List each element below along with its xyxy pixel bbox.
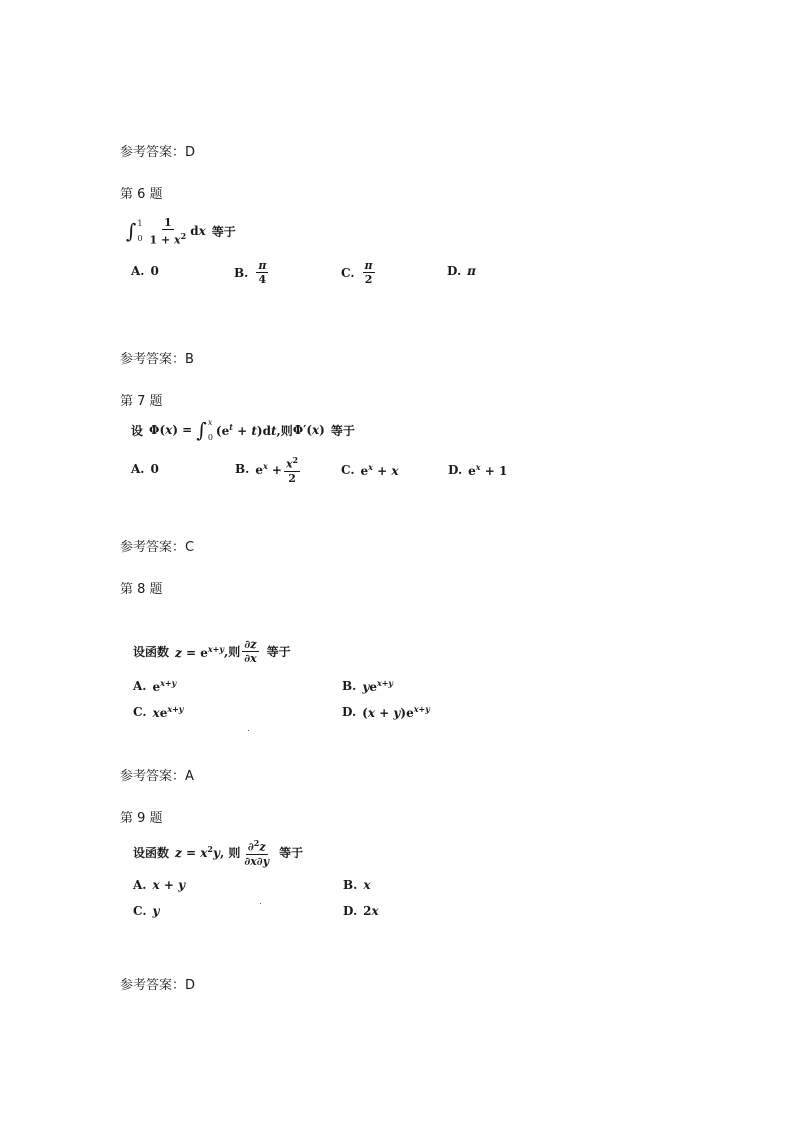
option-b[interactable]: B. $ye^{x+y}$ — [342, 678, 394, 694]
option-a[interactable]: A. 0 — [131, 264, 159, 278]
option-b[interactable]: B. $e^x$ + $\frac{x^2}{2}$ — [235, 455, 299, 485]
question-8-stem: 设函数 $z = e^{x+y}$ ,则 $\frac{\partial z}{\partial x}$ 等于 — [133, 638, 291, 665]
question-8-label: 第 8 题 — [120, 582, 163, 597]
scan-speck — [260, 903, 261, 904]
question-7-stem: 设 Φ(x) = ∫ x 0 $(e^t + t)dt$ ,则 Φ′(x) 等于 — [131, 418, 355, 442]
option-c[interactable]: C. $\frac{\pi}{2}$ — [341, 259, 373, 286]
answer-label: 参考答案：A — [120, 769, 194, 784]
option-c[interactable]: C. $e^x + x$ — [341, 462, 399, 478]
answer-label: 参考答案：C — [120, 540, 195, 555]
question-7-label: 第 7 题 — [120, 394, 163, 409]
option-d[interactable]: D. 2x — [343, 904, 379, 918]
option-c[interactable]: C. y — [133, 904, 160, 918]
option-c[interactable]: C. $xe^{x+y}$ — [133, 704, 184, 720]
option-b[interactable]: B. $\frac{\pi}{4}$ — [234, 259, 267, 286]
option-d[interactable]: D. $e^x + 1$ — [448, 462, 508, 478]
question-9-stem: 设函数 $z = x^2y$ , 则 $\frac{\partial^2z}{\partial x\partial y}$ 等于 — [133, 838, 304, 868]
question-6-label: 第 6 题 — [120, 187, 163, 202]
question-6-stem: ∫ 1 0 $\frac{1}{1 + x^2}$ dx 等于 — [126, 216, 236, 247]
option-a[interactable]: A. x + y — [133, 878, 186, 892]
answer-label: 参考答案：B — [120, 352, 194, 367]
question-9-label: 第 9 题 — [120, 811, 163, 826]
option-a[interactable]: A. 0 — [131, 462, 159, 476]
scan-speck — [248, 730, 249, 731]
answer-label: 参考答案：D — [120, 145, 196, 160]
option-d[interactable]: D. $(x + y)e^{x+y}$ — [342, 704, 430, 720]
option-a[interactable]: A. $e^{x+y}$ — [133, 678, 177, 694]
option-b[interactable]: B. x — [343, 878, 371, 892]
answer-label: 参考答案：D — [120, 978, 196, 993]
option-d[interactable]: D. π — [447, 264, 476, 278]
